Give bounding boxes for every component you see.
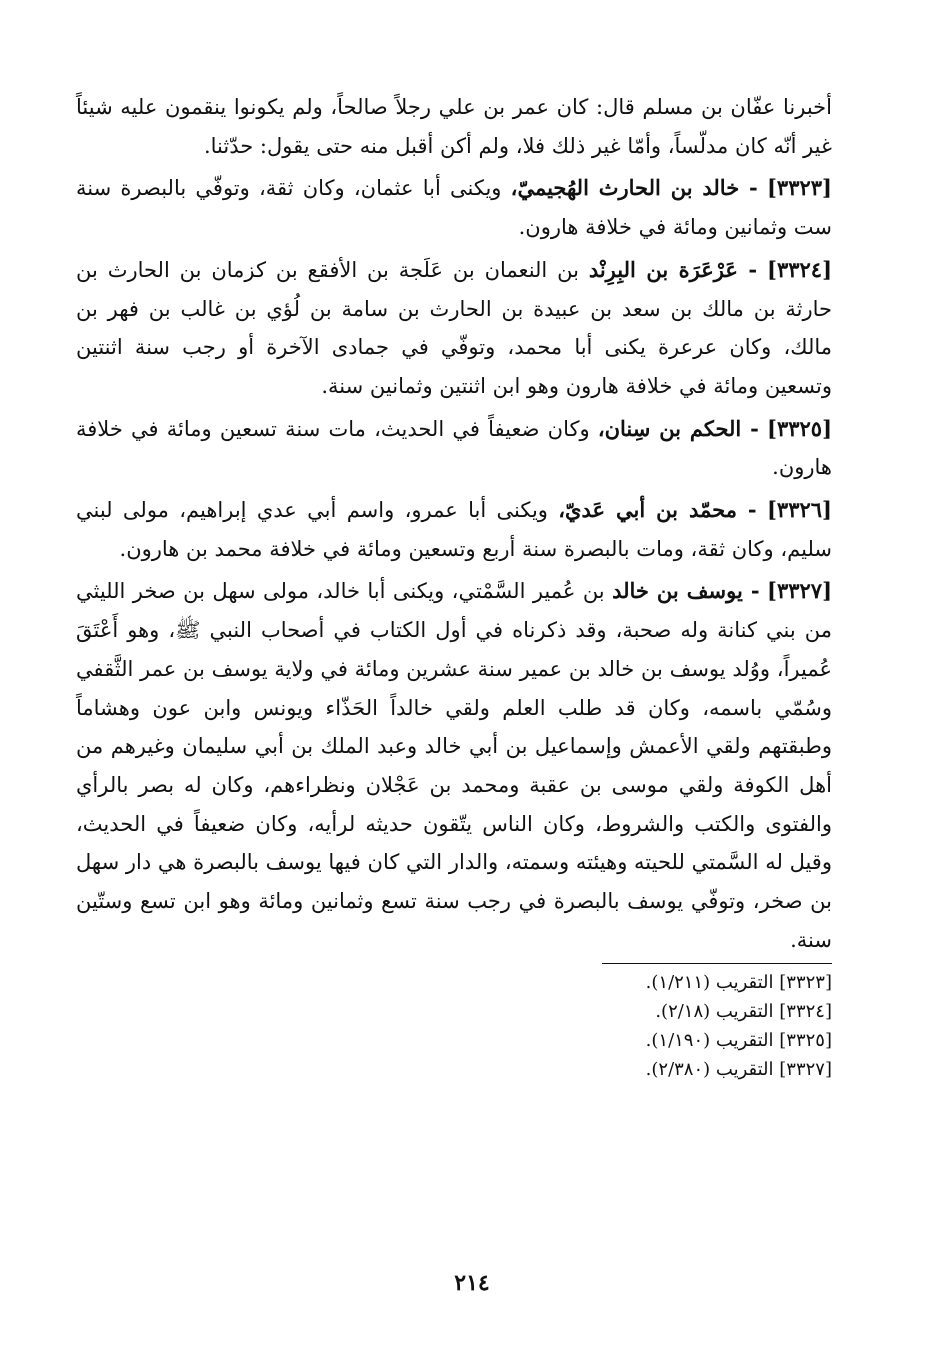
- footnote-separator: [602, 963, 832, 964]
- page-number: ٢١٤: [454, 1270, 490, 1296]
- entry-text: ويكنى أبا عثمان، وكان ثقة، وتوفّي بالبصرة سنة ست وثمانين ومائة في خلافة هارون.: [76, 176, 832, 240]
- entry-text: ويكنى أبا عمرو، واسم أبي عدي إبراهيم، مولى لبني سليم، وكان ثقة، ومات بالبصرة سنة أربع وتسعين ومائة في خلافة محمد بن هارون.: [76, 498, 832, 561]
- footnote: [٣٣٢٧] التقريب (٢/٣٨٠).: [645, 1059, 832, 1081]
- entry-3326: [76, 491, 832, 568]
- entry-text: وكان ضعيفاً في الحديث، مات سنة تسعين ومائة في خلافة هارون.: [76, 416, 832, 480]
- narrator-name: - محمّد بن أبي عَديّ،: [558, 497, 757, 523]
- footnotes: [76, 968, 832, 1084]
- narrator-name: - الحكم بن سِنان،: [597, 415, 759, 441]
- entry-3324: [76, 251, 832, 406]
- entry-number: [٣٣٢٦]: [766, 497, 832, 523]
- entry-number: [٣٣٢٥]: [767, 415, 833, 441]
- entry-text: بن عُمير السَّمْتي، ويكنى أبا خالد، مولى سهل بن صخر الليثي من بني كنانة وله صحبة، وقد ذكرناه في أول الكتاب في أصحاب النبي ﷺ، وهو أَعْتَقَ عُميراً، ووُلد يوسف بن خالد بن عمير سنة عشرين ومائة في ولاية يوسف بن عمر الثَّقفي وسُمّي باسمه، وكان قد طلب العلم ولقي خالداً الحَذّاء ويونس وابن عون وهشاماً وطبقتهم ولقي الأعمش وإسماعيل بن أبي خالد وعبد الملك بن أبي سليمان وغيرهم من أهل الكوفة ولقي موسى بن عقبة ومحمد بن عَجْلان ونظراءهم، وكان له بصر بالرأي والفتوى والكتب والشروط، وكان الناس يتّقون حديثه لرأيه، وكان ضعيفاً في الحديث، وقيل له السَّمتي للحيته وهيئته وسمته، والدار التي كان فيها يوسف بالبصرة هي دار سهل بن صخر، وتوفّي يوسف بالبصرة في رجب سنة تسع وثمانين ومائة وهو ابن تسع وستّين سنة.: [76, 579, 832, 952]
- footnote-separator-wrap: [76, 963, 832, 964]
- entry-number: [٣٣٢٤]: [767, 256, 832, 282]
- footnote: [٣٣٢٤] التقريب (٢/١٨).: [655, 1001, 832, 1023]
- entry-text: بن النعمان بن عَلَجة بن الأفقع بن كزمان بن الحارث بن حارثة بن مالك بن سعد بن عبيدة بن الحارث بن سامة بن لُؤي بن غالب بن فهر بن مالك، وكان عرعرة يكنى أبا محمد، وتوفّي في جمادى الآخرة أو رجب سنة اثنتين وتسعين ومائة في خلافة هارون وهو ابن اثنتين وثمانين سنة.: [76, 257, 833, 398]
- entry-3327: [76, 572, 832, 959]
- footnote: [٣٣٢٥] التقريب (١/١٩٠).: [645, 1030, 832, 1052]
- narrator-name: - عَرْعَرَة بن البِرِنْد: [588, 256, 758, 282]
- entry-number: [٣٣٢٣]: [766, 175, 832, 201]
- narrator-name: - خالد بن الحارث الهُجيميّ،: [510, 175, 758, 201]
- narrator-name: - يوسف بن خالد: [612, 578, 760, 604]
- entry-number: [٣٣٢٧]: [767, 578, 832, 604]
- footnote: [٣٣٢٣] التقريب (١/٢١١).: [645, 972, 832, 994]
- main-text: [76, 88, 832, 959]
- entry-3325: [76, 410, 832, 487]
- entry-3323: [76, 169, 832, 246]
- paragraph-continuation: أخبرنا عفّان بن مسلم قال: كان عمر بن علي رجلاً صالحاً، ولم يكونوا ينقمون عليه شيئاً غير أنّه كان مدلّساً، وأمّا غير ذلك فلا، ولم أكن أقبل منه حتى يقول: حدّثنا.: [76, 95, 832, 158]
